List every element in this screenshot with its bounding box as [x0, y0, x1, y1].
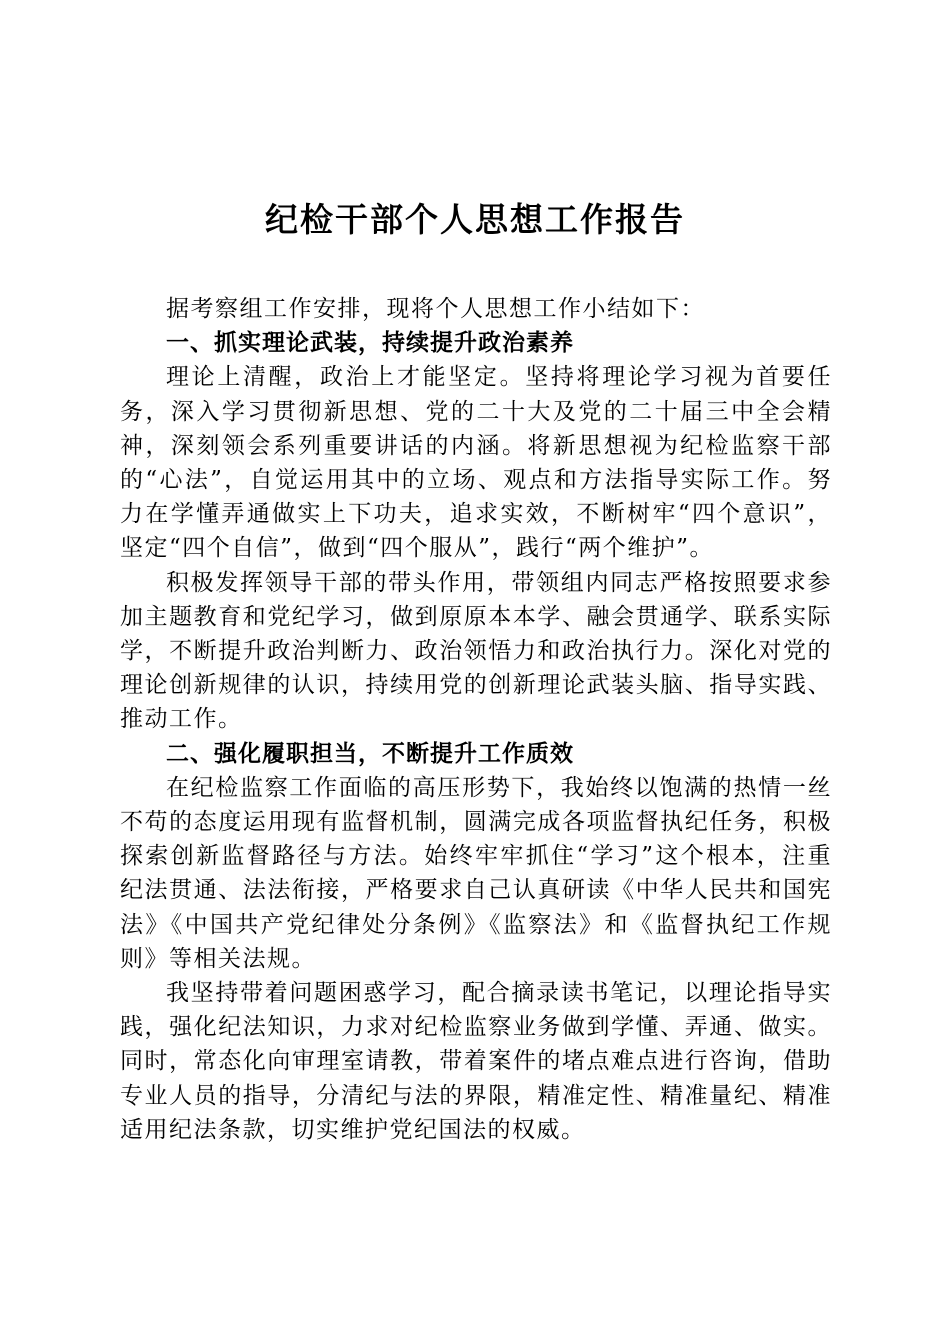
section-heading-1: 一、抓实理论武装，持续提升政治素养: [166, 330, 574, 357]
section-1-paragraph-1: 理论上清醒，政治上才能坚定。坚持将理论学习视为首要任务，深入学习贯彻新思想、党的二十大及党的二十届三中全会精神，深刻领会系列重要讲话的内涵。将新思想视为纪检监察干部的“心法”，自觉运用其中的立场、观点和方法指导实际工作。努力在学懂弄通做实上下功夫，追求实效，不断树牢“四个意识”，坚定“四个自信”，做到“四个服从”，践行“两个维护”。: [120, 364, 832, 562]
document-body: [120, 292, 832, 1147]
section-1-paragraph-2: 积极发挥领导干部的带头作用，带领组内同志严格按照要求参加主题教育和党纪学习，做到原原本本学、融会贯通学、联系实际学，不断提升政治判断力、政治领悟力和政治执行力。深化对党的理论创新规律的认识，持续用党的创新理论武装头脑、指导实践、推动工作。: [120, 569, 832, 733]
intro-paragraph: 据考察组工作安排，现将个人思想工作小结如下：: [166, 296, 705, 322]
section-2-paragraph-2: 我坚持带着问题困惑学习，配合摘录读书笔记，以理论指导实践，强化纪法知识，力求对纪检监察业务做到学懂、弄通、做实。同时，常态化向审理室请教，带着案件的堵点难点进行咨询，借助专业人员的指导，分清纪与法的界限，精准定性、精准量纪、精准适用纪法条款，切实维护党纪国法的权威。: [120, 980, 832, 1143]
section-2-paragraph-1: 在纪检监察工作面临的高压形势下，我始终以饱满的热情一丝不苟的态度运用现有监督机制，圆满完成各项监督执纪任务，积极探索创新监督路径与方法。始终牢牢抓住“学习”这个根本，注重纪法贯通、法法衔接，严格要求自己认真研读《中华人民共和国宪法》《中国共产党纪律处分条例》《监察法》和《监督执纪工作规则》等相关法规。: [120, 774, 832, 972]
page-title: 纪检干部个人思想工作报告: [265, 200, 685, 239]
section-heading-2: 二、强化履职担当，不断提升工作质效: [166, 740, 574, 767]
